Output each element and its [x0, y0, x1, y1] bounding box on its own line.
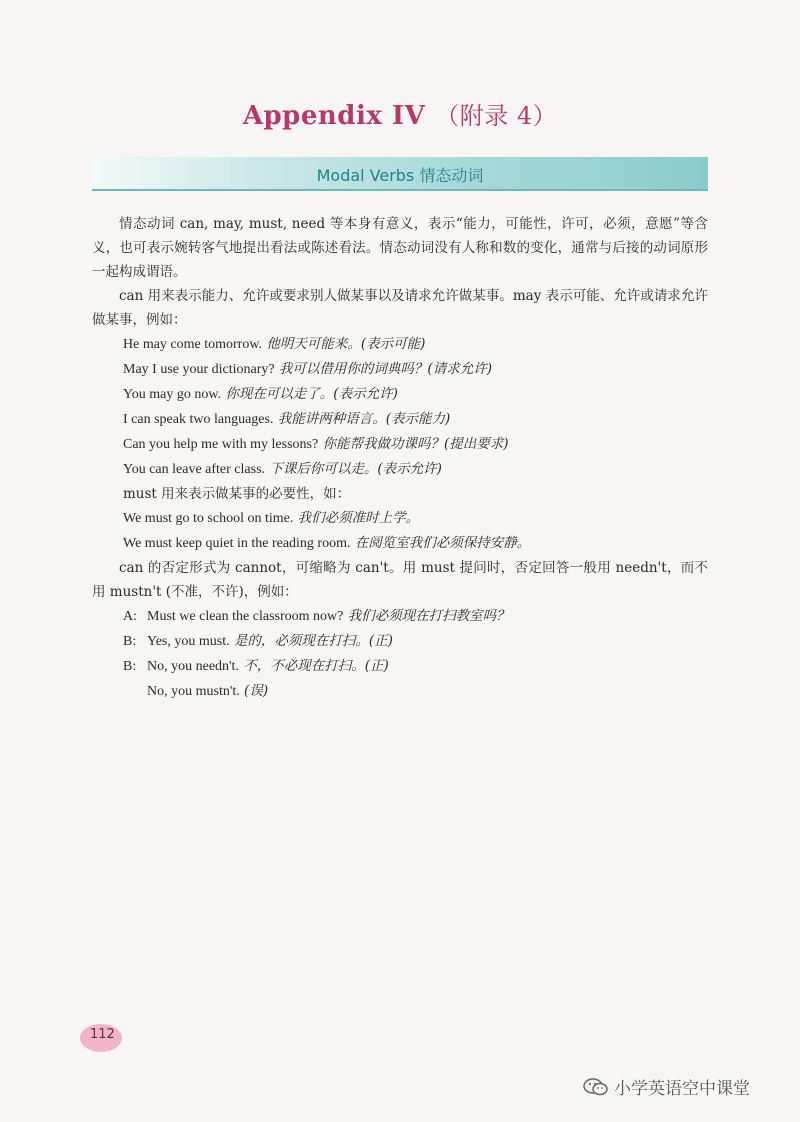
example-english: He may come tomorrow.	[123, 337, 263, 352]
example-sentence	[123, 407, 708, 432]
example-chinese: 你能帮我做功课吗？(提出要求)	[322, 436, 509, 452]
dialogue-english: Yes, you must.	[147, 634, 230, 649]
example-english: You may go now.	[123, 387, 222, 402]
page-title	[0, 96, 800, 131]
section-banner	[92, 157, 708, 191]
example-chinese: 他明天可能来。(表示可能)	[266, 336, 426, 352]
example-english: Can you help me with my lessons?	[123, 437, 319, 452]
example-english: We must keep quiet in the reading room.	[123, 536, 351, 551]
example-english: I can speak two languages.	[123, 412, 274, 427]
main-content	[92, 212, 708, 704]
dialogue-english: Must we clean the classroom now?	[147, 609, 344, 624]
banner-heading: Modal Verbs 情态动词	[316, 166, 484, 185]
example-chinese: 下课后你可以走。(表示允许)	[269, 461, 442, 477]
example-sentence	[123, 382, 708, 407]
example-sentence	[123, 506, 708, 531]
example-english: We must go to school on time.	[123, 511, 294, 526]
example-chinese: 我们必须准时上学。	[297, 510, 420, 526]
dialogue-speaker: B:	[123, 634, 137, 649]
example-sentence	[123, 457, 708, 482]
wechat-icon	[582, 1077, 610, 1097]
example-english: May I use your dictionary?	[123, 362, 275, 377]
watermark	[582, 1074, 750, 1099]
example-chinese: 在阅览室我们必须保持安静。	[354, 535, 531, 551]
example-english: You can leave after class.	[123, 462, 266, 477]
dialogue-english: No, you needn't.	[147, 659, 239, 674]
dialogue-chinese: 我们必须现在打扫教室吗？	[347, 608, 510, 624]
title-chinese: （附录 4）	[435, 102, 558, 130]
example-sentence	[123, 332, 708, 357]
dialogue-chinese: 不，不必现在打扫。(正)	[243, 658, 389, 674]
dialogue-chinese: 是的，必须现在打扫。(正)	[233, 633, 393, 649]
example-chinese: 我可以借用你的词典吗？(请求允许)	[278, 361, 492, 377]
example-sentence	[123, 531, 708, 556]
intro-paragraph: 情态动词 can, may, must, need 等本身有意义，表示“能力，可能性，许可，必须，意愿”等含义，也可表示婉转客气地提出看法或陈述看法。情态动词没有人称和数的变化，通常与后接的动词原形一起构成谓语。	[92, 216, 708, 280]
dialogue-line	[123, 654, 708, 679]
dialogue-line	[123, 604, 708, 629]
dialogue-speaker: A:	[123, 609, 137, 624]
dialogue-english: No, you mustn't.	[147, 684, 240, 699]
must-paragraph: must 用来表示做某事的必要性，如：	[123, 486, 351, 502]
example-chinese: 我能讲两种语言。(表示能力)	[277, 411, 451, 427]
example-sentence	[123, 357, 708, 382]
negative-form-paragraph: can 的否定形式为 cannot，可缩略为 can't。用 must 提问时，否定回答一般用 needn't，而不用 mustn't (不准，不许)，例如：	[92, 560, 708, 600]
title-english: Appendix IV	[242, 101, 426, 131]
example-chinese: 你现在可以走了。(表示允许)	[225, 386, 398, 402]
page-number-badge: 112	[80, 1024, 122, 1052]
dialogue-speaker: B:	[123, 659, 137, 674]
dialogue-line	[147, 679, 708, 704]
can-may-paragraph: can 用来表示能力、允许或要求别人做某事以及请求允许做某事。may 表示可能、允许或请求允许做某事，例如：	[92, 288, 708, 328]
watermark-text: 小学英语空中课堂	[614, 1079, 750, 1099]
dialogue-chinese: (误)	[244, 683, 269, 699]
dialogue-line	[123, 629, 708, 654]
example-sentence	[123, 432, 708, 457]
